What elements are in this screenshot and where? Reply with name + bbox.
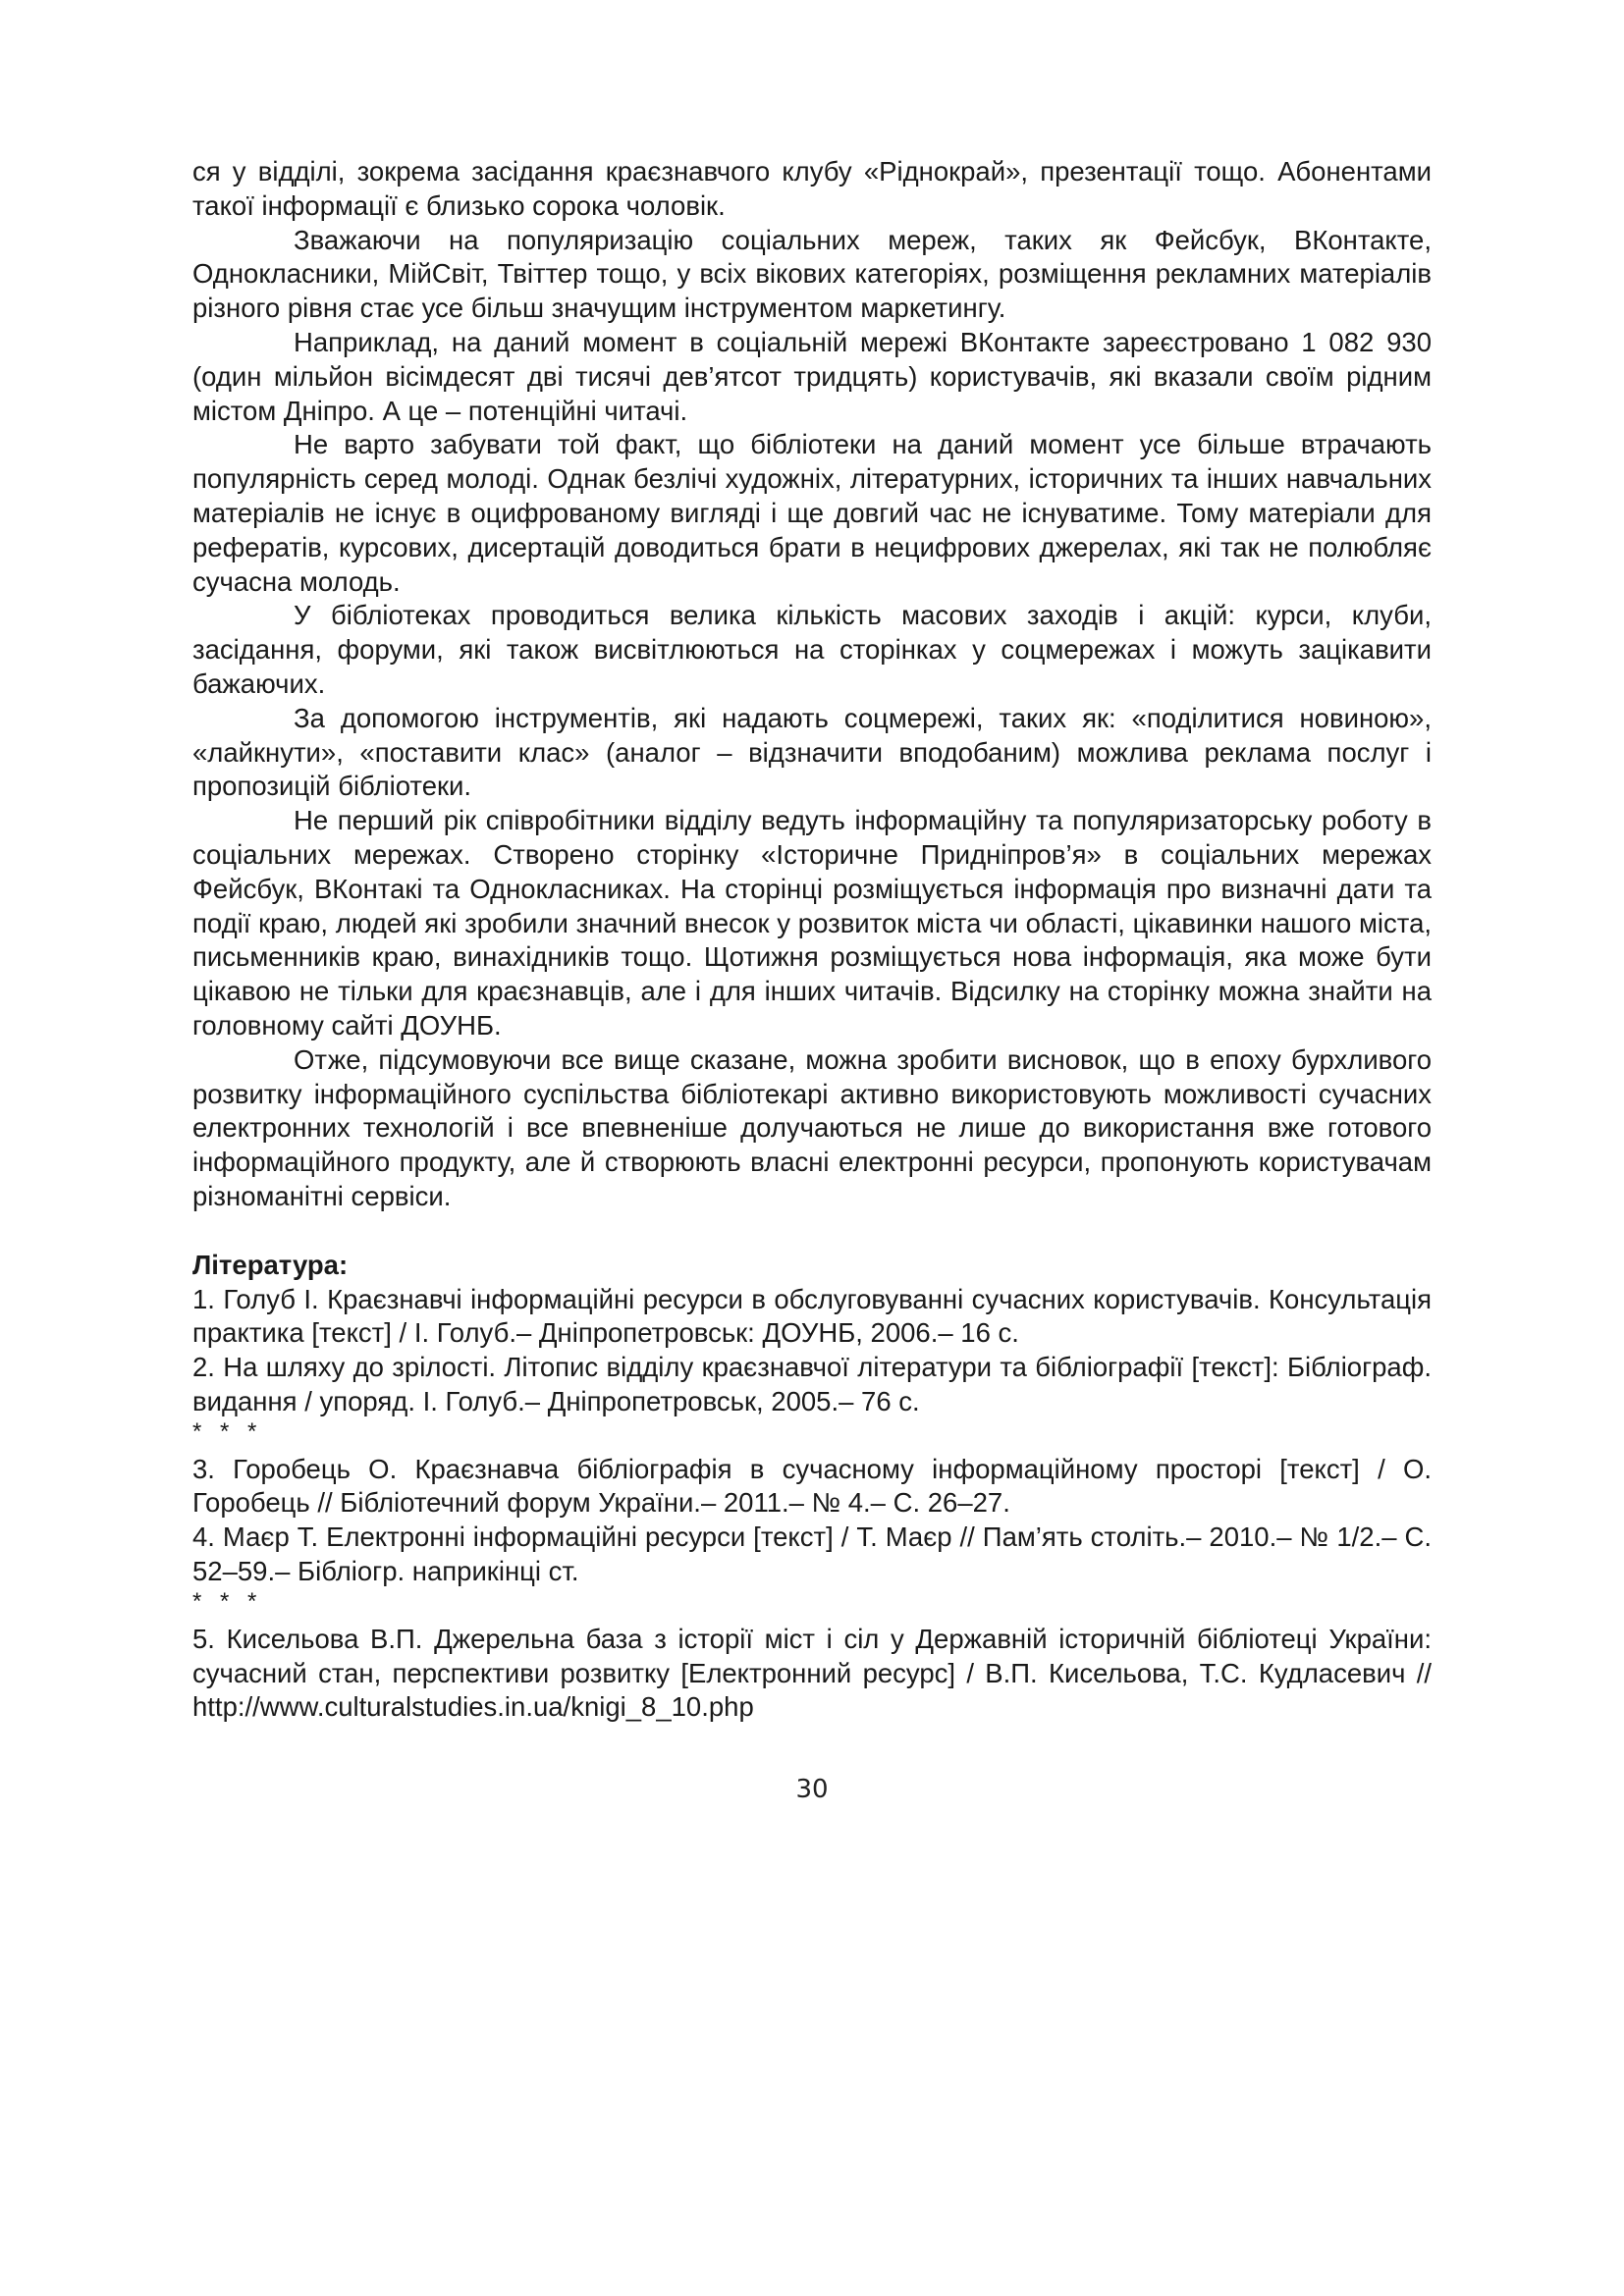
paragraph: Не перший рік співробітники відділу ведуть інформаційну та популяризаторську роботу в соціальних мережах. Створено сторінку «Історичне Придніпров’я» в соціальних мережах Фейсбук, ВКонтакі та Однокласниках. На сторінці розміщується інформація про визначні дати та події краю, людей які зробили значний внесок у розвиток міста чи області, цікавинки нашого міста, письменників краю, винахідників тощо. Щотижня розміщується нова інформація, яка може бути цікавою не тільки для краєзнавців, але і для інших читачів. Відсилку на сторінку можна знайти на головному сайті ДОУНБ. <box>192 805 1432 1041</box>
paragraph: ся у відділі, зокрема засідання краєзнавчого клубу «Ріднокрай», презентації тощо. Абонентами такої інформації є близько сорока чоловік. <box>192 156 1432 221</box>
page-number: 30 <box>795 1775 829 1804</box>
paragraph: Отже, підсумовуючи все вище сказане, можна зробити висновок, що в епоху бурхливого розвитку інформаційного суспільства бібліотекарі активно використовують можливості сучасних електронних технологій і все впевненіше долучаються не лише до використання вже готового інформаційного продукту, але й створюють власні електронні ресурси, пропонують користувачам різноманітні сервіси. <box>192 1043 1432 1211</box>
section-separator: * * * <box>192 1417 263 1445</box>
page-content <box>192 155 1432 1725</box>
paragraph: У бібліотеках проводиться велика кількість масових заходів і акцій: курси, клуби, засідання, форуми, які також висвітлюються на сторінках у соцмережах і можуть зацікавити бажаючих. <box>192 600 1432 699</box>
reference-item: 5. Кисельова В.П. Джерельна база з історії міст і сіл у Державній історичній бібліотеці України: сучасний стан, перспективи розвитку [Електронний ресурс] / В.П. Кисельова, Т.С. Кудласевич // http://www.culturalstudies.in.ua/knigi_8_10.php <box>192 1623 1432 1723</box>
section-separator: * * * <box>192 1587 263 1615</box>
reference-item: 4. Маєр Т. Електронні інформаційні ресурси [текст] / Т. Маєр // Пам’ять століть.– 2010.– № 1/2.– С. 52–59.– Бібліогр. наприкінці ст. <box>192 1522 1432 1587</box>
paragraph: Зважаючи на популяризацію соціальних мереж, таких як Фейсбук, ВКонтакте, Однокласники, МійСвіт, Твіттер тощо, у всіх вікових категоріях, розміщення рекламних матеріалів різного рівня стає усе більш значущим інструментом маркетингу. <box>192 224 1432 324</box>
reference-item: 3. Горобець О. Краєзнавча бібліографія в сучасному інформаційному просторі [текст] / О. Горобець // Бібліотечний форум України.– 2011.– № 4.– С. 26–27. <box>192 1453 1432 1519</box>
literature-list <box>192 1283 1432 1726</box>
reference-item: 1. Голуб І. Краєзнавчі інформаційні ресурси в обслуговуванні сучасних користувачів. Консультація практика [текст] / І. Голуб.– Дніпропетровськ: ДОУНБ, 2006.– 16 с. <box>192 1283 1432 1349</box>
paragraph: За допомогою інструментів, які надають соцмережі, таких як: «поділитися новиною», «лайкнути», «поставити клас» (аналог – відзначити вподобаним) можлива реклама послуг і пропозицій бібліотеки. <box>192 702 1432 802</box>
paragraph: Наприклад, на даний момент в соціальній мережі ВКонтакте зареєстровано 1 082 930 (один мільйон вісімдесят дві тисячі дев’ятсот тридцять) користувачів, які вказали своїм рідним містом Дніпро. А це – потенційні читачі. <box>192 326 1432 426</box>
reference-item: 2. На шляху до зрілості. Літопис відділу краєзнавчої літератури та бібліографії [текст]: Бібліограф. видання / упоряд. І. Голуб.– Дніпропетровськ, 2005.– 76 с. <box>192 1352 1432 1416</box>
literature-heading: Література: <box>192 1249 349 1280</box>
paragraph: Не варто забувати той факт, що бібліотеки на даний момент усе більше втрачають популярність серед молоді. Однак безлічі художніх, літературних, історичних та інших навчальних матеріалів не існує в оцифрованому вигляді і ще довгий час не існуватиме. Тому матеріали для рефератів, курсових, дисертацій доводиться брати в нецифрових джерелах, які так не полюбляє сучасна молодь. <box>192 429 1432 597</box>
body-text <box>192 155 1432 1214</box>
